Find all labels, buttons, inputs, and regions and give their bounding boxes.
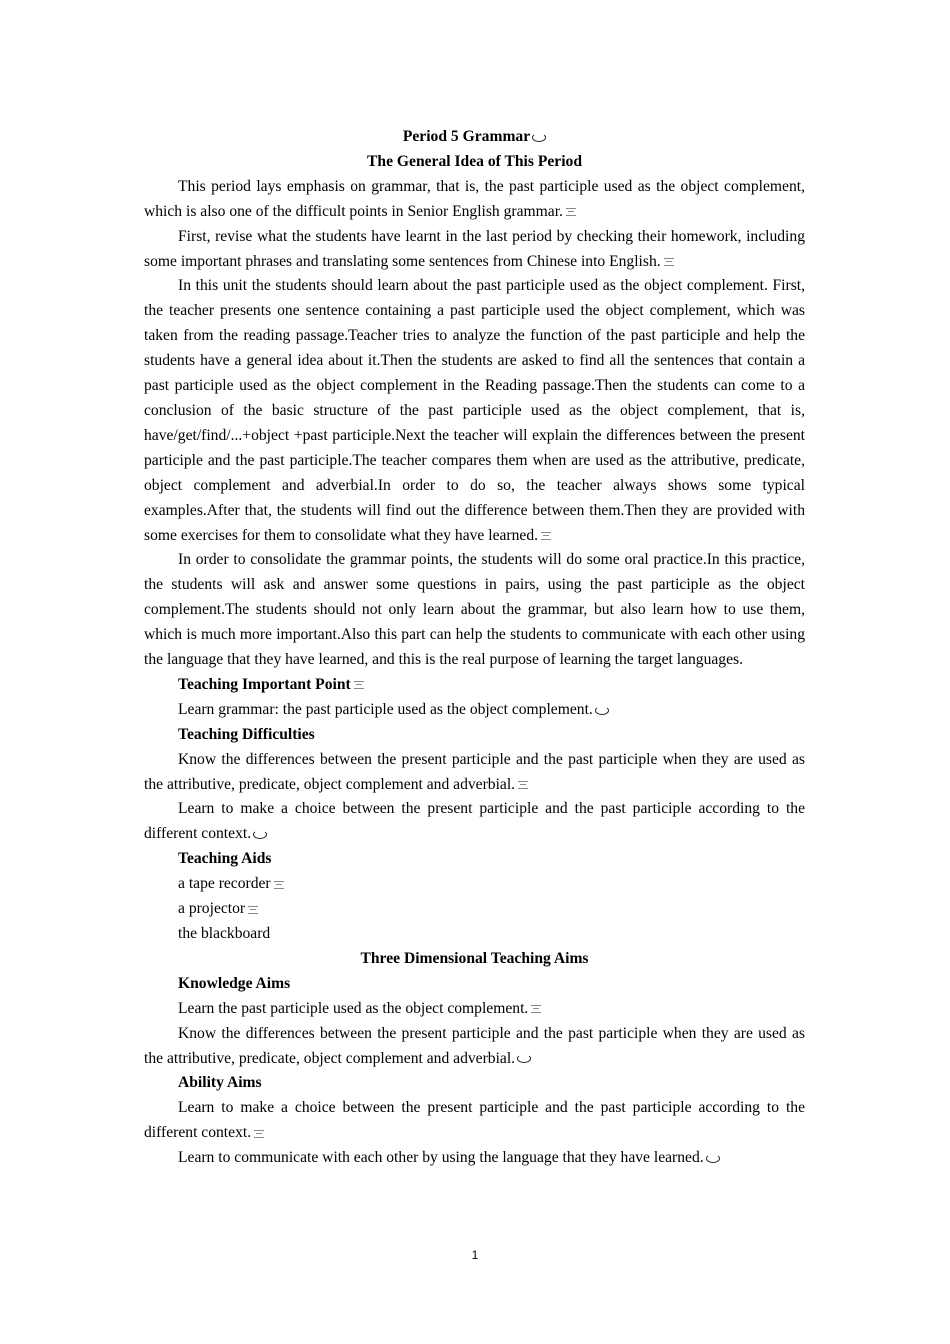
paragraph-mark-icon (664, 258, 674, 266)
page-number: 1 (471, 1248, 479, 1262)
heading-aids: Teaching Aids (178, 850, 272, 868)
paragraph (144, 1096, 805, 1146)
aid-text: a tape recorder (178, 875, 271, 893)
section-heading-teaching-aims: Three Dimensional Teaching Aims (360, 949, 589, 967)
paragraph (144, 1022, 805, 1072)
paragraph: In order to consolidate the grammar points, the students will do some oral practice.In this practice, the students will ask and answer some questions in pairs, using the past participle as the object complement.The students should not only learn about the grammar, but also learn how to use them, which is much more important.Also this part can help the students to communicate with each other using the language that they have learned, and this is the real purpose of learning the target languages. (144, 551, 805, 669)
document-title (144, 125, 805, 150)
paragraph-mark-icon (518, 781, 528, 789)
paragraph-mark-icon (541, 532, 551, 540)
paragraph (144, 225, 805, 275)
paragraph-mark-icon (254, 1130, 264, 1138)
heading-important-point (144, 673, 805, 698)
paragraph-text: Learn grammar: the past participle used as the object complement. (178, 700, 593, 718)
paragraph (144, 175, 805, 225)
paragraph-mark-icon (354, 681, 364, 689)
paragraph (144, 698, 805, 723)
paragraph (144, 1146, 805, 1171)
paragraph-text: Learn to make a choice between the present participle and the past participle according to the different context. (144, 1099, 805, 1142)
paragraph (144, 797, 805, 847)
heading-knowledge-aims: Knowledge Aims (178, 974, 291, 992)
aid-item (144, 897, 805, 922)
paragraph-mark-icon (274, 881, 284, 889)
heading-text: Teaching Important Point (178, 675, 351, 693)
paragraph-mark-icon (248, 906, 258, 914)
paragraph-text: Learn to make a choice between the present participle and the past participle according to the different context. (144, 800, 805, 843)
paragraph-text: Learn the past participle used as the object complement. (178, 999, 529, 1017)
squiggle-mark-icon (517, 1054, 531, 1063)
paragraph-text: First, revise what the students have learnt in the last period by checking their homework, including some important phrases and translating some sentences from Chinese into English. (144, 227, 805, 270)
document-page (144, 125, 805, 1171)
paragraph-text: This period lays emphasis on grammar, that is, the past participle used as the object complement, which is also one of the difficult points in Senior English grammar. (144, 177, 805, 220)
paragraph (144, 997, 805, 1022)
section-heading-general-idea: The General Idea of This Period (367, 152, 582, 170)
paragraph (144, 274, 805, 548)
paragraph-text: Learn to communicate with each other by using the language that they have learned. (178, 1149, 704, 1167)
aid-item: the blackboard (178, 925, 271, 942)
paragraph-mark-icon (531, 1005, 541, 1013)
heading-difficulties: Teaching Difficulties (178, 725, 315, 743)
title-text: Period 5 Grammar (402, 128, 531, 145)
squiggle-mark-icon (595, 706, 609, 715)
paragraph-text: Know the differences between the present participle and the past participle when they are used as the attributive, predicate, object complement and adverbial. (144, 750, 805, 793)
aid-text: a projector (178, 900, 246, 918)
squiggle-mark-icon (706, 1154, 720, 1163)
heading-ability-aims: Ability Aims (178, 1074, 262, 1092)
squiggle-mark-icon (532, 133, 546, 142)
aid-item (144, 872, 805, 897)
paragraph-mark-icon (566, 208, 576, 216)
paragraph (144, 748, 805, 798)
squiggle-mark-icon (253, 830, 267, 839)
paragraph-text: In this unit the students should learn about the past participle used as the object complement. First, the teacher presents one sentence containing a past participle used the object complement, which was taken from the reading passage.Teacher tries to analyze the function of the past participle and help the students have a general idea about it.Then the students are asked to find all the sentences that contain a past participle used as the object complement in the Reading passage.Then the students can come to a conclusion of the basic structure of the past participle used as the object complement, that is, have/get/find/...+object +past participle.Next the teacher will explain the differences between the present participle and the past participle.The teacher compares them when are used as the attributive, predicate, object complement and adverbial.In order to do so, the teacher always shows some typical examples.After that, the students will find out the difference between them.Then they are provided with some exercises for them to consolidate what they have learned. (144, 277, 805, 544)
paragraph-text: Know the differences between the present participle and the past participle when they are used as the attributive, predicate, object complement and adverbial. (144, 1024, 805, 1067)
